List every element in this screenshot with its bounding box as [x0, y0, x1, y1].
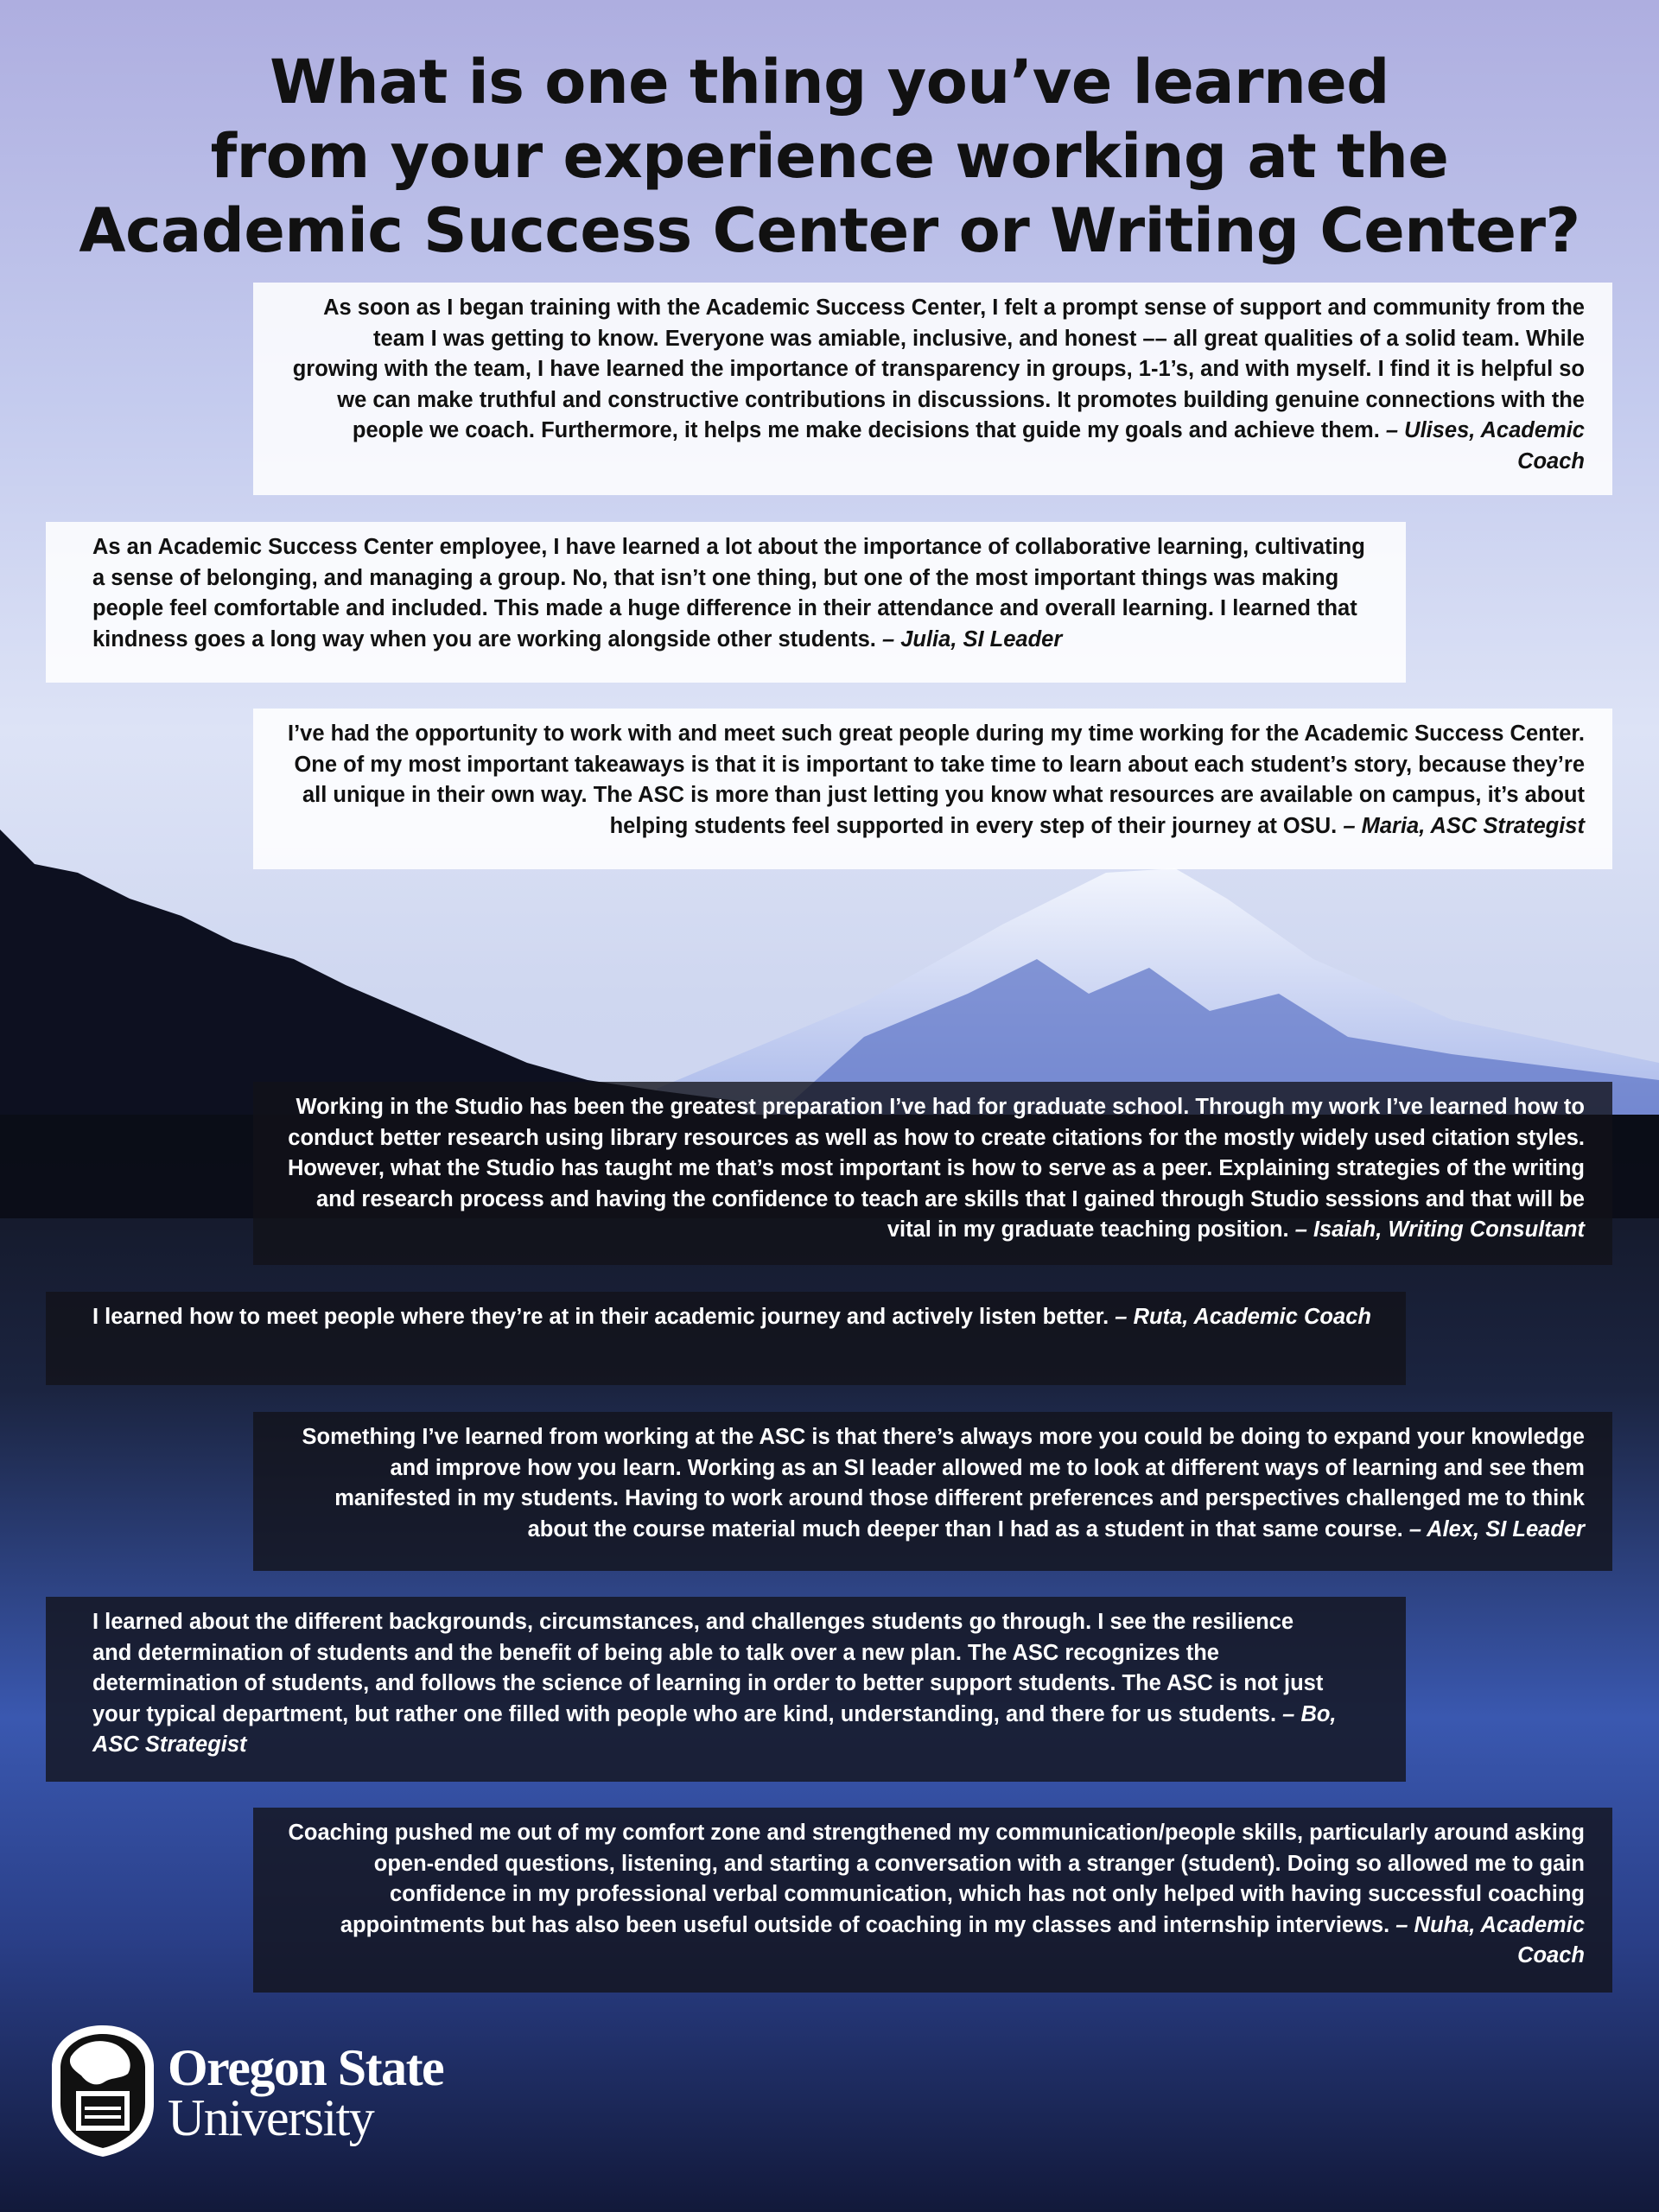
quote-attribution: – Ruta, Academic Coach: [1115, 1305, 1371, 1329]
quote-attribution: – Alex, SI Leader: [1408, 1516, 1585, 1541]
quote-card: [253, 283, 1612, 495]
quote-card: [253, 1082, 1612, 1265]
quote-text: Something I’ve learned from working at the ASC is that there’s always more you could be doing to expand your knowledge and improve how you learn. Working as an SI leader allowed me to look at different ways of learning and see them manifested in my students. Having to work around those different preferences and perspectives challenged me to think about the course material much deeper than I had as a student in that same course.: [302, 1425, 1585, 1541]
quote-text: I learned about the different backgrounds, circumstances, and challenges students go through. I see the resilience and determination of students and the benefit of being able to talk over a new plan. The ASC recognizes the determination of students, and follows the science of learning in order to better support students. The ASC is not just your typical department, but rather one filled with people who are kind, understanding, and there for us students.: [92, 1610, 1324, 1726]
quote-card: [46, 1597, 1406, 1782]
quote-text: As an Academic Success Center employee, I have learned a lot about the importance of collaborative learning, cultivating a sense of belonging, and managing a group. No, that isn’t one thing, but one of the most important things was making people feel comfortable and included. This made a huge difference in their attendance and overall learning. I learned that kindness goes a long way when you are working alongside other students.: [92, 535, 1365, 652]
quote-card: [253, 1808, 1612, 1993]
title-line: from your experience working at the: [210, 121, 1449, 192]
quote-attribution: – Maria, ASC Strategist: [1343, 813, 1585, 838]
quote-attribution: – Julia, SI Leader: [881, 626, 1063, 652]
quote-card: [46, 522, 1406, 683]
quote-text: I learned how to meet people where they’re at in their academic journey and actively listen better.: [92, 1305, 1116, 1329]
quote-card: [46, 1292, 1406, 1385]
quote-text: Coaching pushed me out of my comfort zone and strengthened my communication/people skills, particularly around asking open-ended questions, listening, and starting a conversation with a stranger (student). Doing so allowed me to gain confidence in my professional verbal communication, which has not only helped with having successful coaching appointments but has also been useful outside of coaching in my classes and internship interviews.: [288, 1821, 1585, 1937]
quote-attribution: – Bo, ASC Strategist: [92, 1701, 1337, 1757]
quote-card: [253, 1412, 1612, 1571]
quote-attribution: – Ulises, Academic Coach: [1385, 418, 1585, 474]
title-line: What is one thing you’ve learned: [270, 47, 1389, 118]
quote-attribution: – Isaiah, Writing Consultant: [1294, 1217, 1585, 1242]
osu-logo: [47, 2022, 531, 2152]
quote-text: As soon as I began training with the Academic Success Center, I felt a prompt sense of support and community from the team I was getting to know. Everyone was amiable, inclusive, and honest –– all great qualities of a solid team. While growing with the team, I have learned the importance of transparency in groups, 1-1’s, and with myself. I find it is helpful so we can make truthful and constructive contributions in discussions. It promotes building genuine connections with the people we coach. Furthermore, it helps me make decisions that guide my goals and achieve them.: [292, 296, 1585, 442]
beaver-shield-icon: [47, 2022, 159, 2160]
quote-text: Working in the Studio has been the greatest preparation I’ve had for graduate school. Through my work I’ve learned how to conduct better research using library resources as well as how to create citations for the mostly widely used citation styles. However, what the Studio has taught me that’s most important is how to serve as a peer. Explaining strategies of the writing and research process and having the confidence to teach are skills that I gained through Studio sessions and that will be vital in my graduate teaching position.: [288, 1095, 1586, 1242]
quote-card: [253, 709, 1612, 869]
logo-line-1: Oregon State: [168, 2039, 444, 2096]
title-line: Academic Success Center or Writing Center?: [79, 195, 1580, 266]
page-title: [0, 45, 1659, 268]
quote-text: I’ve had the opportunity to work with and meet such great people during my time working for the Academic Success Center. One of my most important takeaways is that it is important to take time to learn about each student’s story, because they’re all unique in their own way. The ASC is more than just letting you know what resources are available on campus, it’s about helping students feel supported in every step of their journey at OSU.: [288, 721, 1586, 838]
logo-line-2: University: [168, 2089, 374, 2146]
quote-attribution: – Nuha, Academic Coach: [1395, 1912, 1585, 1967]
